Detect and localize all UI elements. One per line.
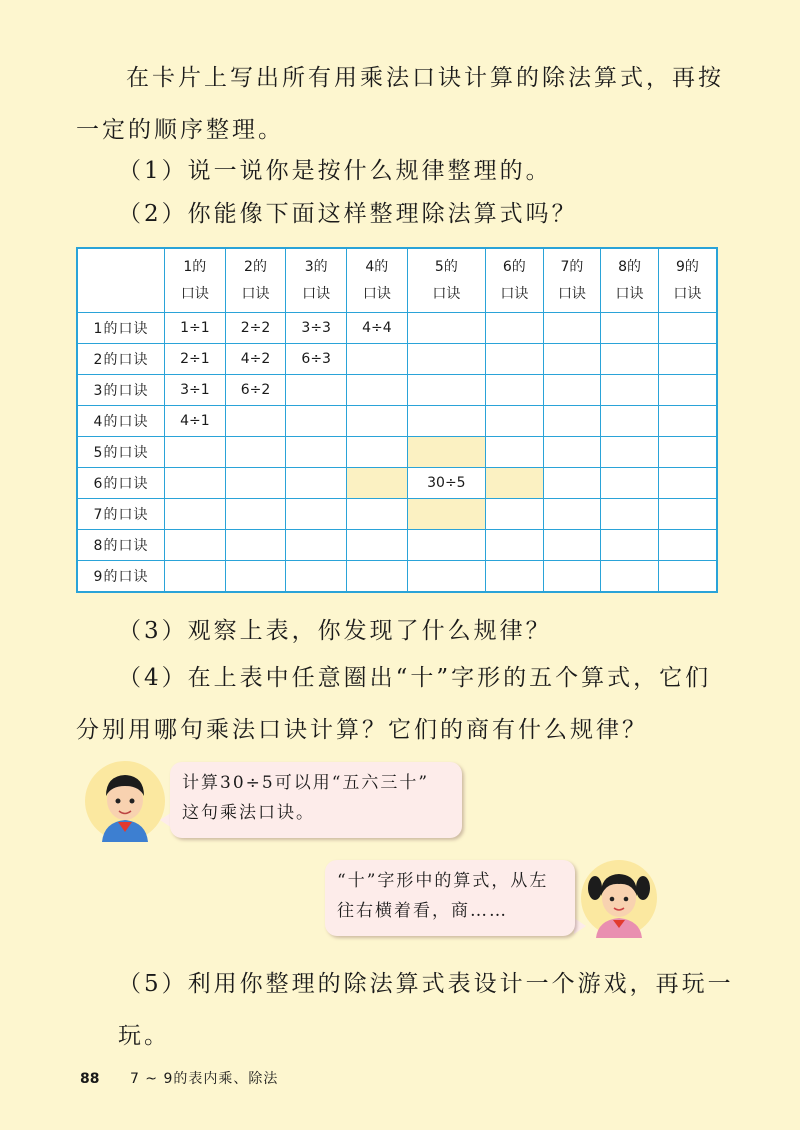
column-header-top: 1的	[183, 258, 207, 275]
table-cell	[658, 313, 717, 344]
table-row	[77, 561, 717, 593]
table-cell	[486, 313, 544, 344]
table-cell	[486, 468, 544, 499]
table-cell	[486, 561, 544, 593]
table-cell	[407, 344, 485, 375]
table-cell	[658, 468, 717, 499]
table-row	[77, 406, 717, 437]
column-header-bottom: 口诀	[362, 285, 391, 302]
column-header	[486, 248, 544, 313]
row-header: 4的口诀	[77, 406, 165, 437]
table-cell	[286, 530, 347, 561]
table-cell	[286, 406, 347, 437]
question-2: （2）你能像下面这样整理除法算式吗？	[118, 201, 578, 227]
row-header: 3的口诀	[77, 375, 165, 406]
table-cell	[601, 375, 659, 406]
column-header	[407, 248, 485, 313]
column-header-bottom: 口诀	[180, 285, 209, 302]
boy-speech-bubble	[170, 762, 462, 838]
table-cell	[543, 468, 601, 499]
table-cell	[543, 437, 601, 468]
table-cell	[486, 499, 544, 530]
table-cell	[407, 313, 485, 344]
table-cell	[347, 406, 408, 437]
table-cell	[658, 499, 717, 530]
question-4: （4）在上表中任意圈出“十”字形的五个算式，它们分别用哪句乘法口诀计算？它们的商有什么规律？	[76, 665, 712, 743]
table-cell	[347, 375, 408, 406]
table-cell: 3÷1	[165, 375, 226, 406]
row-header: 8的口诀	[77, 530, 165, 561]
table-cell	[225, 561, 286, 593]
table-cell	[601, 437, 659, 468]
row-header: 5的口诀	[77, 437, 165, 468]
table-cell	[165, 561, 226, 593]
table-cell	[601, 499, 659, 530]
table-cell	[658, 406, 717, 437]
question-3: （3）观察上表，你发现了什么规律？	[118, 618, 552, 644]
table-cell: 2÷1	[165, 344, 226, 375]
table-cell	[543, 313, 601, 344]
table-cell: 4÷2	[225, 344, 286, 375]
table-cell: 6÷3	[286, 344, 347, 375]
table-cell	[347, 530, 408, 561]
table-cell: 4÷1	[165, 406, 226, 437]
girl-speech-bubble	[325, 860, 575, 936]
table-cell	[407, 406, 485, 437]
girl-bubble-line-2: 往右横着看，商……	[337, 901, 508, 921]
column-header	[543, 248, 601, 313]
page-footer	[80, 1068, 278, 1088]
division-table	[76, 247, 718, 593]
column-header	[165, 248, 226, 313]
table-cell: 4÷4	[347, 313, 408, 344]
table-cell	[286, 499, 347, 530]
boy-bubble-line-1: 计算30÷5可以用“五六三十”	[182, 773, 430, 793]
table-cell	[407, 499, 485, 530]
table-corner-cell	[77, 248, 165, 313]
column-header-top: 7的	[560, 258, 584, 275]
column-header-bottom: 口诀	[673, 285, 702, 302]
column-header-top: 6的	[502, 258, 526, 275]
table-row	[77, 375, 717, 406]
column-header-top: 4的	[365, 258, 389, 275]
table-cell	[347, 468, 408, 499]
table-cell	[286, 375, 347, 406]
column-header-top: 8的	[618, 258, 641, 275]
table-cell	[658, 530, 717, 561]
table-cell	[543, 499, 601, 530]
chapter-title: 7 ~ 9的表内乘、除法	[129, 1071, 279, 1087]
column-header-bottom: 口诀	[500, 285, 529, 302]
table-cell: 6÷2	[225, 375, 286, 406]
column-header-bottom: 口诀	[432, 285, 461, 302]
table-cell: 3÷3	[286, 313, 347, 344]
table-row	[77, 530, 717, 561]
table-row	[77, 313, 717, 344]
table-cell	[165, 468, 226, 499]
girl-avatar	[580, 858, 658, 938]
table-cell	[225, 499, 286, 530]
table-cell	[601, 561, 659, 593]
row-header: 6的口诀	[77, 468, 165, 499]
table-cell	[407, 561, 485, 593]
table-cell	[658, 561, 717, 593]
table-cell	[347, 344, 408, 375]
table-cell: 30÷5	[407, 468, 485, 499]
table-cell	[486, 406, 544, 437]
column-header	[225, 248, 286, 313]
row-header: 7的口诀	[77, 499, 165, 530]
table-cell	[225, 437, 286, 468]
column-header-top: 5的	[434, 258, 458, 275]
table-cell	[543, 344, 601, 375]
column-header	[601, 248, 659, 313]
column-header	[658, 248, 717, 313]
girl-bubble-line-1: “十”字形中的算式，从左	[337, 871, 549, 891]
table-cell	[286, 437, 347, 468]
table-cell	[165, 499, 226, 530]
boy-bubble-line-2: 这句乘法口诀。	[182, 803, 315, 823]
table-cell	[486, 375, 544, 406]
column-header-bottom: 口诀	[302, 285, 331, 302]
column-header-top: 2的	[244, 258, 267, 275]
table-cell	[543, 530, 601, 561]
table-cell	[225, 468, 286, 499]
row-header: 9的口诀	[77, 561, 165, 593]
table-cell	[601, 313, 659, 344]
table-row	[77, 468, 717, 499]
column-header	[286, 248, 347, 313]
table-cell	[225, 406, 286, 437]
table-header-row	[77, 248, 717, 313]
table-cell	[347, 499, 408, 530]
table-cell	[601, 530, 659, 561]
column-header-bottom: 口诀	[241, 285, 270, 302]
table-cell	[658, 437, 717, 468]
question-5: （5）利用你整理的除法算式表设计一个游戏，再玩一玩。	[118, 971, 734, 1049]
table-row	[77, 499, 717, 530]
column-header-top: 9的	[675, 258, 699, 275]
table-cell	[407, 375, 485, 406]
column-header	[347, 248, 408, 313]
column-header-bottom: 口诀	[615, 285, 644, 302]
page-number: 88	[80, 1071, 100, 1087]
table-cell	[347, 437, 408, 468]
table-row	[77, 344, 717, 375]
table-cell	[486, 437, 544, 468]
boy-avatar	[84, 760, 166, 842]
table-cell	[286, 468, 347, 499]
table-cell	[658, 344, 717, 375]
table-cell	[165, 530, 226, 561]
column-header-bottom: 口诀	[557, 285, 586, 302]
table-cell	[543, 406, 601, 437]
table-cell	[543, 561, 601, 593]
table-cell	[165, 437, 226, 468]
column-header-top: 3的	[304, 258, 328, 275]
table-cell	[486, 344, 544, 375]
table-cell	[286, 561, 347, 593]
table-cell	[601, 344, 659, 375]
row-header: 1的口诀	[77, 313, 165, 344]
row-header: 2的口诀	[77, 344, 165, 375]
table-cell: 2÷2	[225, 313, 286, 344]
table-cell	[543, 375, 601, 406]
table-row	[77, 437, 717, 468]
table-cell	[225, 530, 286, 561]
table-cell	[486, 530, 544, 561]
table-cell: 1÷1	[165, 313, 226, 344]
table-cell	[601, 468, 659, 499]
table-cell	[347, 561, 408, 593]
table-cell	[407, 530, 485, 561]
table-cell	[601, 406, 659, 437]
intro-paragraph: 在卡片上写出所有用乘法口诀计算的除法算式，再按一定的顺序整理。	[76, 65, 724, 143]
table-cell	[407, 437, 485, 468]
question-1: （1）说一说你是按什么规律整理的。	[118, 158, 552, 184]
table-cell	[658, 375, 717, 406]
